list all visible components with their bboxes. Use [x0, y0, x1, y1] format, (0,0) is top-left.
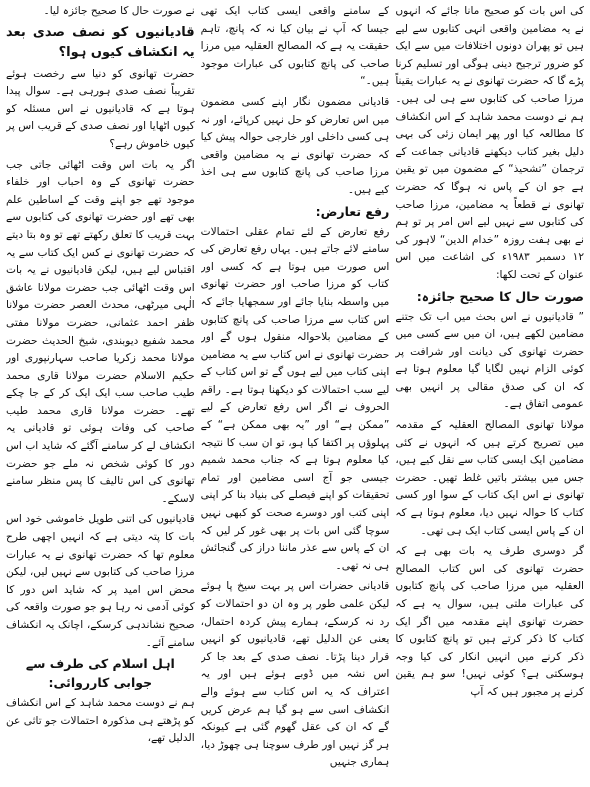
paragraph: گر دوسری طرف یہ بات بھی ہے کہ حضرت تھانوی کی اس کتاب المصالح العقلیہ میں مرزا صاحب کی پانچ کتابوں کی عبارات ملتی ہیں، سوال یہ ہے کہ حضرت تھانوی اپنے مقدمہ میں اگر ایک کتاب کا ذکر کرتے ہیں تو پانچ کتابوں کا ذکر کرنے میں انہیں انکار کی کیا وجہ ہوسکتی ہے؟ کوئی نہیں! سو ہم یقین کرنے پر مجبور ہیں کہ آپ — [395, 545, 584, 698]
paragraph: کے سامنے واقعی ایسی کتاب ایک تھی جیسا کہ آپ نے بیان کیا نہ کہ پانچ، تاہم حقیقت یہ ہے کہ المصالح العقلیہ میں مرزا صاحب کی پانچ کتابوں کی عبارات موجود ہیں۔“ — [200, 5, 390, 88]
paragraph: اگر یہ بات اس وقت اٹھائی جاتی جب حضرت تھانوی کے وہ احباب اور خلفاء موجود تھے جو اپنے وقت کے اساطین علم بھی تھے اور حضرت تھانوی کی کتابوں سے بہت قریب کا تعلق رکھتے تھے تو وہ بتا دیتے کہ حضرت تھانوی نے کس ایک کتاب سے یہ اقتباس لیے ہیں، لیکن قادیانیوں نے یہ بات اس وقت اٹھائی جب حضرت مولانا عاشق الٰہی میرٹھی، محدث العصر حضرت مولانا ظفر احمد عثمانی، حضرت مولانا مفتی محمد شفیع دیوبندی، شیخ الحدیث حضرت مولانا محمد زکریا صاحب سہارنپوری اور حکیم الاسلام حضرت مولانا قاری محمد طیب صاحب سب ایک ایک کر کے جا چکے تھے۔ حضرت مولانا قاری محمد طیب صاحب کی وفات ہوئی تو قادیانی یہ انکشاف لے کر سامنے آگئے کہ شاید اب اس دور کا کوئی شخص نہ ملے جو حضرت تھانوی کی اس تالیف کا پس منظر سامنے لاسکے۔ — [5, 158, 195, 505]
text-column-left — [6, 3, 195, 781]
paragraph: قادیانی حضرات اس پر بہت سیخ پا ہوئے لیکن علمی طور پر وہ ان دو احتمالات کو رد نہ کرسکے، ہمارے پیش کردہ احتمال، یعنی عن الدلیل تھے، قادیانیوں کو انہیں قرار دینا پڑتا۔ نصف صدی کے بعد جا کر اس نشہ میں ڈوبے ہوئے ہیں اور یہ اعتراف کہ یہ اس کتاب سے ہوئے والے انکشاف اسی سے ہو گیا ہم عرض کریں گے کہ ان کی عقل گھوم گئی ہے کیونکہ ہر گز نہیں اور طرف سوچنا ہی چھوڑ دیا، ہماری جنہیں — [200, 580, 390, 769]
paragraph: ہم نے دوست محمد شاہد کے اس انکشاف کو پڑھتے ہی مذکورہ احتمالات جو تاثی عن الدلیل تھے، — [5, 697, 195, 745]
text-column-middle — [201, 3, 390, 781]
paragraph: مولانا تھانوی المصالح العقلیہ کے مقدمہ میں تصریح کرتے ہیں کہ انہوں نے کئی مضامین ایک ایسی کتاب سے نقل کیے ہیں، جس میں بیشتر باتیں غلط تھیں۔ حضرت تھانوی نے اس ایک کتاب کے سوا اور کسی کتاب کا حوالہ نہیں دیا، معلوم ہوتا ہے کہ ان کے پاس ایسی کتاب ایک ہی تھی۔ — [395, 419, 584, 537]
paragraph: قادیانیوں کی اتنی طویل خاموشی خود اس بات کا پتہ دیتی ہے کہ انہیں اچھی طرح معلوم تھا کہ حضرت تھانوی نے یہ عبارات مرزا صاحب کی کتابوں سے نہیں لیں، لیکن محض اس امید پر کہ شاید اس دور کا کوئی آدمی نہ رہا ہو جو صورت واقعہ کی صحیح نشاندہی کرسکے، اچانک یہ انکشاف سامنے آئے۔ — [5, 513, 195, 649]
section-heading: قادیانیوں کو نصف صدی بعد یہ انکشاف کیوں ہوا؟ — [5, 24, 195, 60]
paragraph: نے صورت حال کا صحیح جائزہ لیا۔ — [43, 5, 195, 17]
paragraph: کی اس بات کو صحیح مانا جائے کہ انہوں نے یہ مضامین واقعی انہی کتابوں سے لیے ہیں تو پھران دونوں اختلافات میں سے ایک کو ضرور ترجیح دینی ہوگی اور تسلیم کرنا پڑے گا کہ حضرت تھانوی نے یہ عبارات یقیناً مرزا صاحب کی کتابوں سے ہی لی ہیں۔ ہم نے دوست محمد شاہد کے اس انکشاف کا مطالعہ کیا اور پھر ایمان زئی کی بہی دلیل بغیر کتاب دیکھنے قادیانی جماعت کے ترجمان ”تشحیذ“ کے مضمون میں تو یقین ہے جو ان کے پاس نہ ہوگا کہ حضرت تھانوی نے قطعاً یہ مضامین، مرزا صاحب کی کتابوں سے نہیں لیے اس امر پر تو ہم نے بھی ہفت روزہ ”خدام الدین“ لاہور کی ۱۲ دسمبر ۱۹۸۳ء کی اشاعت میں اس عنوان کے تحت لکھا: — [395, 5, 584, 281]
section-heading: اہل اسلام کی طرف سے جوابی کارروائی: — [25, 656, 175, 691]
text-column-right — [395, 3, 584, 781]
paragraph: حضرت تھانوی کو دنیا سے رخصت ہوئے تقریباً نصف صدی ہورہی ہے۔ سوال پیدا ہوتا ہے کہ قادیانیوں نے اس مسئلہ کو کیوں اٹھایا اور نصف صدی کے قریب اس پر کیوں خاموش رہے؟ — [5, 67, 195, 150]
paragraph: ” قادیانیوں نے اس بحث میں اب تک جتنے مضامین لکھے ہیں، ان میں سے کسی میں حضرت تھانوی کی دیانت اور شرافت پر کوئی الزام نہیں لگایا گیا معلوم ہوتا ہے کہ ان کی صدق مقالی پر انہیں بھی عمومی اتفاق ہے۔ — [395, 310, 584, 411]
section-heading: رفع تعارض: — [315, 203, 390, 219]
paragraph: قادیانی مضمون نگار اپنے کسی مضمون میں اس تعارض کو حل نہیں کرپائے، اور نہ ہی کسی داخلی اور خارجی حوالہ پیش کیا کہ حضرت تھانوی نے یہ مضامین واقعی مرزا صاحب کی پانچ کتابوں سے ہی اخذ کیے ہیں۔ — [200, 95, 390, 196]
section-heading: صورت حال کا صحیح جائزہ: — [416, 288, 584, 304]
paragraph: رفع تعارض کے لئے تمام عقلی احتمالات سامنے لائے جاتے ہیں۔ یہاں رفع تعارض کی اس صورت میں ہوتا ہے کہ کسی اور کتاب کو مرزا صاحب اور حضرت تھانوی میں واسطہ بنایا جائے اور سمجھایا جائے کہ اس کتاب سے مرزا صاحب کی پانچ کتابوں کے مضامین بلاحوالہ منقول ہوں گے اور حضرت تھانوی نے اس کتاب سے یہ مضامین اپنی کتاب میں لیے ہوں گے تو اس کتاب کے لیے سب احتمالات کو دیکھنا ہوتا ہے۔ راقم الحروف نے اگر اس رفع تعارض کے لیے ”ممکن ہے“ اور ”یہ بھی ممکن ہے“ کے پہلوؤں پر اکتفا کیا ہو، تو ان سب کا نتیجہ کیا معلوم ہوتا ہے کہ جناب محمد شمیم جیسی جو آج اسی مضامین اور تمام تحقیقات کو اپنے فیصلے کی بنیاد بنا کر اپنی اپنی کتب اور دوسرے صحت کو کبھی نہیں سوچا گئی اس بات پر بھی غور کر لیں کہ ان کے پاس سے عذر ماننا دراز کی گنجائش ہی نہ تھی۔ — [200, 225, 390, 572]
